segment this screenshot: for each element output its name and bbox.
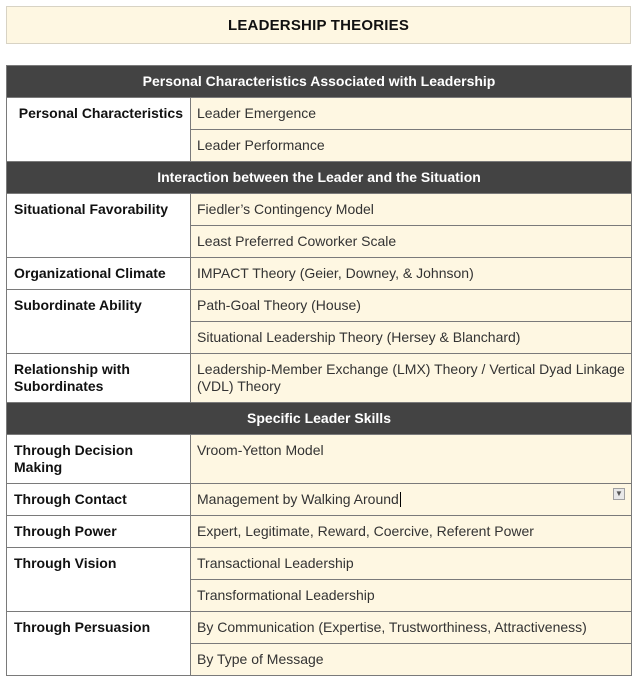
row-label[interactable]: Personal Characteristics xyxy=(7,98,191,162)
table-row xyxy=(7,484,632,516)
section-header-row xyxy=(7,162,632,194)
row-label[interactable]: Relationship with Subordinates xyxy=(7,354,191,403)
row-label[interactable]: Through Power xyxy=(7,516,191,548)
row-label[interactable]: Subordinate Ability xyxy=(7,290,191,354)
section-heading: Specific Leader Skills xyxy=(7,403,632,435)
text-cursor xyxy=(400,492,401,507)
theory-cell[interactable]: Leader Emergence xyxy=(191,98,632,130)
row-label[interactable]: Organizational Climate xyxy=(7,258,191,290)
page-title-box xyxy=(6,6,631,44)
theory-cell[interactable]: Path-Goal Theory (House) xyxy=(191,290,632,322)
table-row xyxy=(7,354,632,403)
section-heading: Interaction between the Leader and the Situation xyxy=(7,162,632,194)
table-row xyxy=(7,435,632,484)
theory-cell[interactable]: Leadership-Member Exchange (LMX) Theory / Vertical Dyad Linkage (VDL) Theory xyxy=(191,354,632,403)
theory-cell[interactable]: Transformational Leadership xyxy=(191,580,632,612)
table-row xyxy=(7,258,632,290)
theory-cell[interactable]: Vroom-Yetton Model xyxy=(191,435,632,484)
active-theory-cell[interactable] xyxy=(191,484,632,516)
table-row xyxy=(7,548,632,580)
section-header-row xyxy=(7,66,632,98)
theory-cell[interactable]: Transactional Leadership xyxy=(191,548,632,580)
theory-cell[interactable]: Situational Leadership Theory (Hersey & Blanchard) xyxy=(191,322,632,354)
theory-cell-text: Management by Walking Around xyxy=(197,491,399,507)
row-label[interactable]: Through Vision xyxy=(7,548,191,612)
theory-cell[interactable]: By Type of Message xyxy=(191,644,632,676)
row-label[interactable]: Through Persuasion xyxy=(7,612,191,676)
theory-cell[interactable]: Fiedler’s Contingency Model xyxy=(191,194,632,226)
row-label[interactable]: Through Contact xyxy=(7,484,191,516)
theory-cell[interactable]: Leader Performance xyxy=(191,130,632,162)
theory-cell[interactable]: Least Preferred Coworker Scale xyxy=(191,226,632,258)
section-header-row xyxy=(7,403,632,435)
table-row xyxy=(7,194,632,226)
table-row xyxy=(7,612,632,644)
page-title: LEADERSHIP THEORIES xyxy=(227,16,410,34)
theory-cell[interactable]: IMPACT Theory (Geier, Downey, & Johnson) xyxy=(191,258,632,290)
row-label[interactable]: Situational Favorability xyxy=(7,194,191,258)
row-label[interactable]: Through Decision Making xyxy=(7,435,191,484)
table-row xyxy=(7,290,632,322)
section-heading: Personal Characteristics Associated with Leadership xyxy=(7,66,632,98)
leadership-theories-table xyxy=(6,65,632,676)
table-row xyxy=(7,98,632,130)
theory-cell[interactable]: Expert, Legitimate, Reward, Coercive, Referent Power xyxy=(191,516,632,548)
theory-cell[interactable]: By Communication (Expertise, Trustworthiness, Attractiveness) xyxy=(191,612,632,644)
chevron-down-icon[interactable]: ▼ xyxy=(613,488,625,500)
table-row xyxy=(7,516,632,548)
